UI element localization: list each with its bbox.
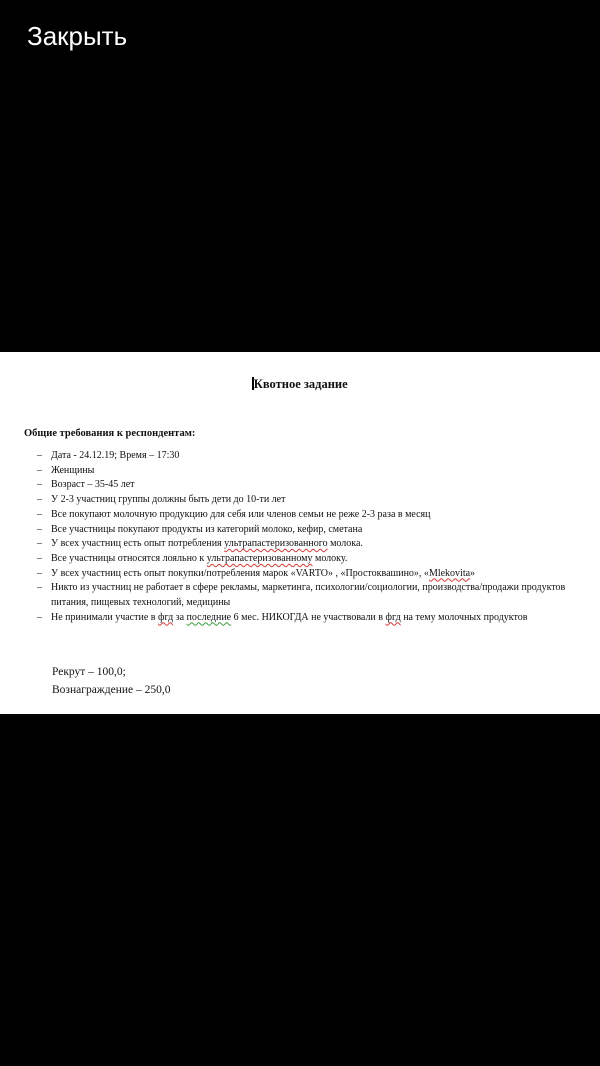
list-dash: –	[37, 611, 42, 623]
list-item: – Никто из участниц не работает в сфере рекламы, маркетинга, психологии/социологии, производства/продажи продуктов питания, пищевых технологий, медицины	[37, 582, 566, 609]
requirements-heading: Общие требования к респондентам:	[24, 428, 196, 439]
grammar-word: последние	[186, 611, 232, 623]
spellcheck-word: ультрапастеризованному	[206, 552, 313, 564]
reward-amount: Вознаграждение – 250,0	[52, 684, 171, 696]
list-dash: –	[37, 523, 42, 535]
document-page	[0, 352, 600, 714]
spellcheck-word: фгд	[385, 611, 401, 623]
list-dash: –	[37, 582, 42, 594]
spellcheck-word: фгд	[157, 611, 174, 623]
document-title	[0, 376, 600, 392]
list-item: – Все участницы покупают продукты из категорий молоко, кефир, сметана	[37, 523, 582, 538]
list-item: – Женщины	[37, 464, 582, 479]
list-item: – У 2-3 участниц группы должны быть дети до 10-ти лет	[37, 493, 582, 508]
spellcheck-word: Mlekovita	[428, 567, 471, 579]
list-item: – Все покупают молочную продукцию для себя или членов семьи не реже 2-3 раза в месяц	[37, 508, 582, 523]
list-dash: –	[37, 508, 42, 520]
list-dash: –	[37, 479, 42, 491]
list-item: – У всех участниц есть опыт покупки/потребления марок «VARTO» , «Простоквашино», «Mlekovita»	[37, 567, 582, 582]
list-item: – Все участницы относятся лояльно к ультрапастеризованному молоку.	[37, 552, 582, 567]
list-dash: –	[37, 567, 42, 579]
requirements-list	[37, 449, 582, 625]
recruit-fee: Рекрут – 100,0;	[52, 666, 126, 678]
close-button[interactable]: Закрыть	[27, 21, 128, 51]
list-item: – Возраст – 35-45 лет	[37, 478, 582, 493]
list-dash: –	[37, 450, 42, 461]
list-dash: –	[37, 552, 42, 564]
list-dash: –	[37, 538, 42, 550]
list-dash: –	[37, 494, 42, 506]
list-item: – У всех участниц есть опыт потребления ультрапастеризованного молока.	[37, 537, 582, 552]
document-title-text: Квотное задание	[253, 377, 348, 391]
list-dash: –	[37, 464, 42, 476]
list-item: – Дата - 24.12.19; Время – 17:30	[37, 449, 582, 464]
spellcheck-word: ультрапастеризованного	[224, 538, 328, 550]
list-item: – Не принимали участие в фгд за последние 6 мес. НИКОГДА не участвовали в фгд на тему молочных продуктов	[37, 611, 582, 626]
